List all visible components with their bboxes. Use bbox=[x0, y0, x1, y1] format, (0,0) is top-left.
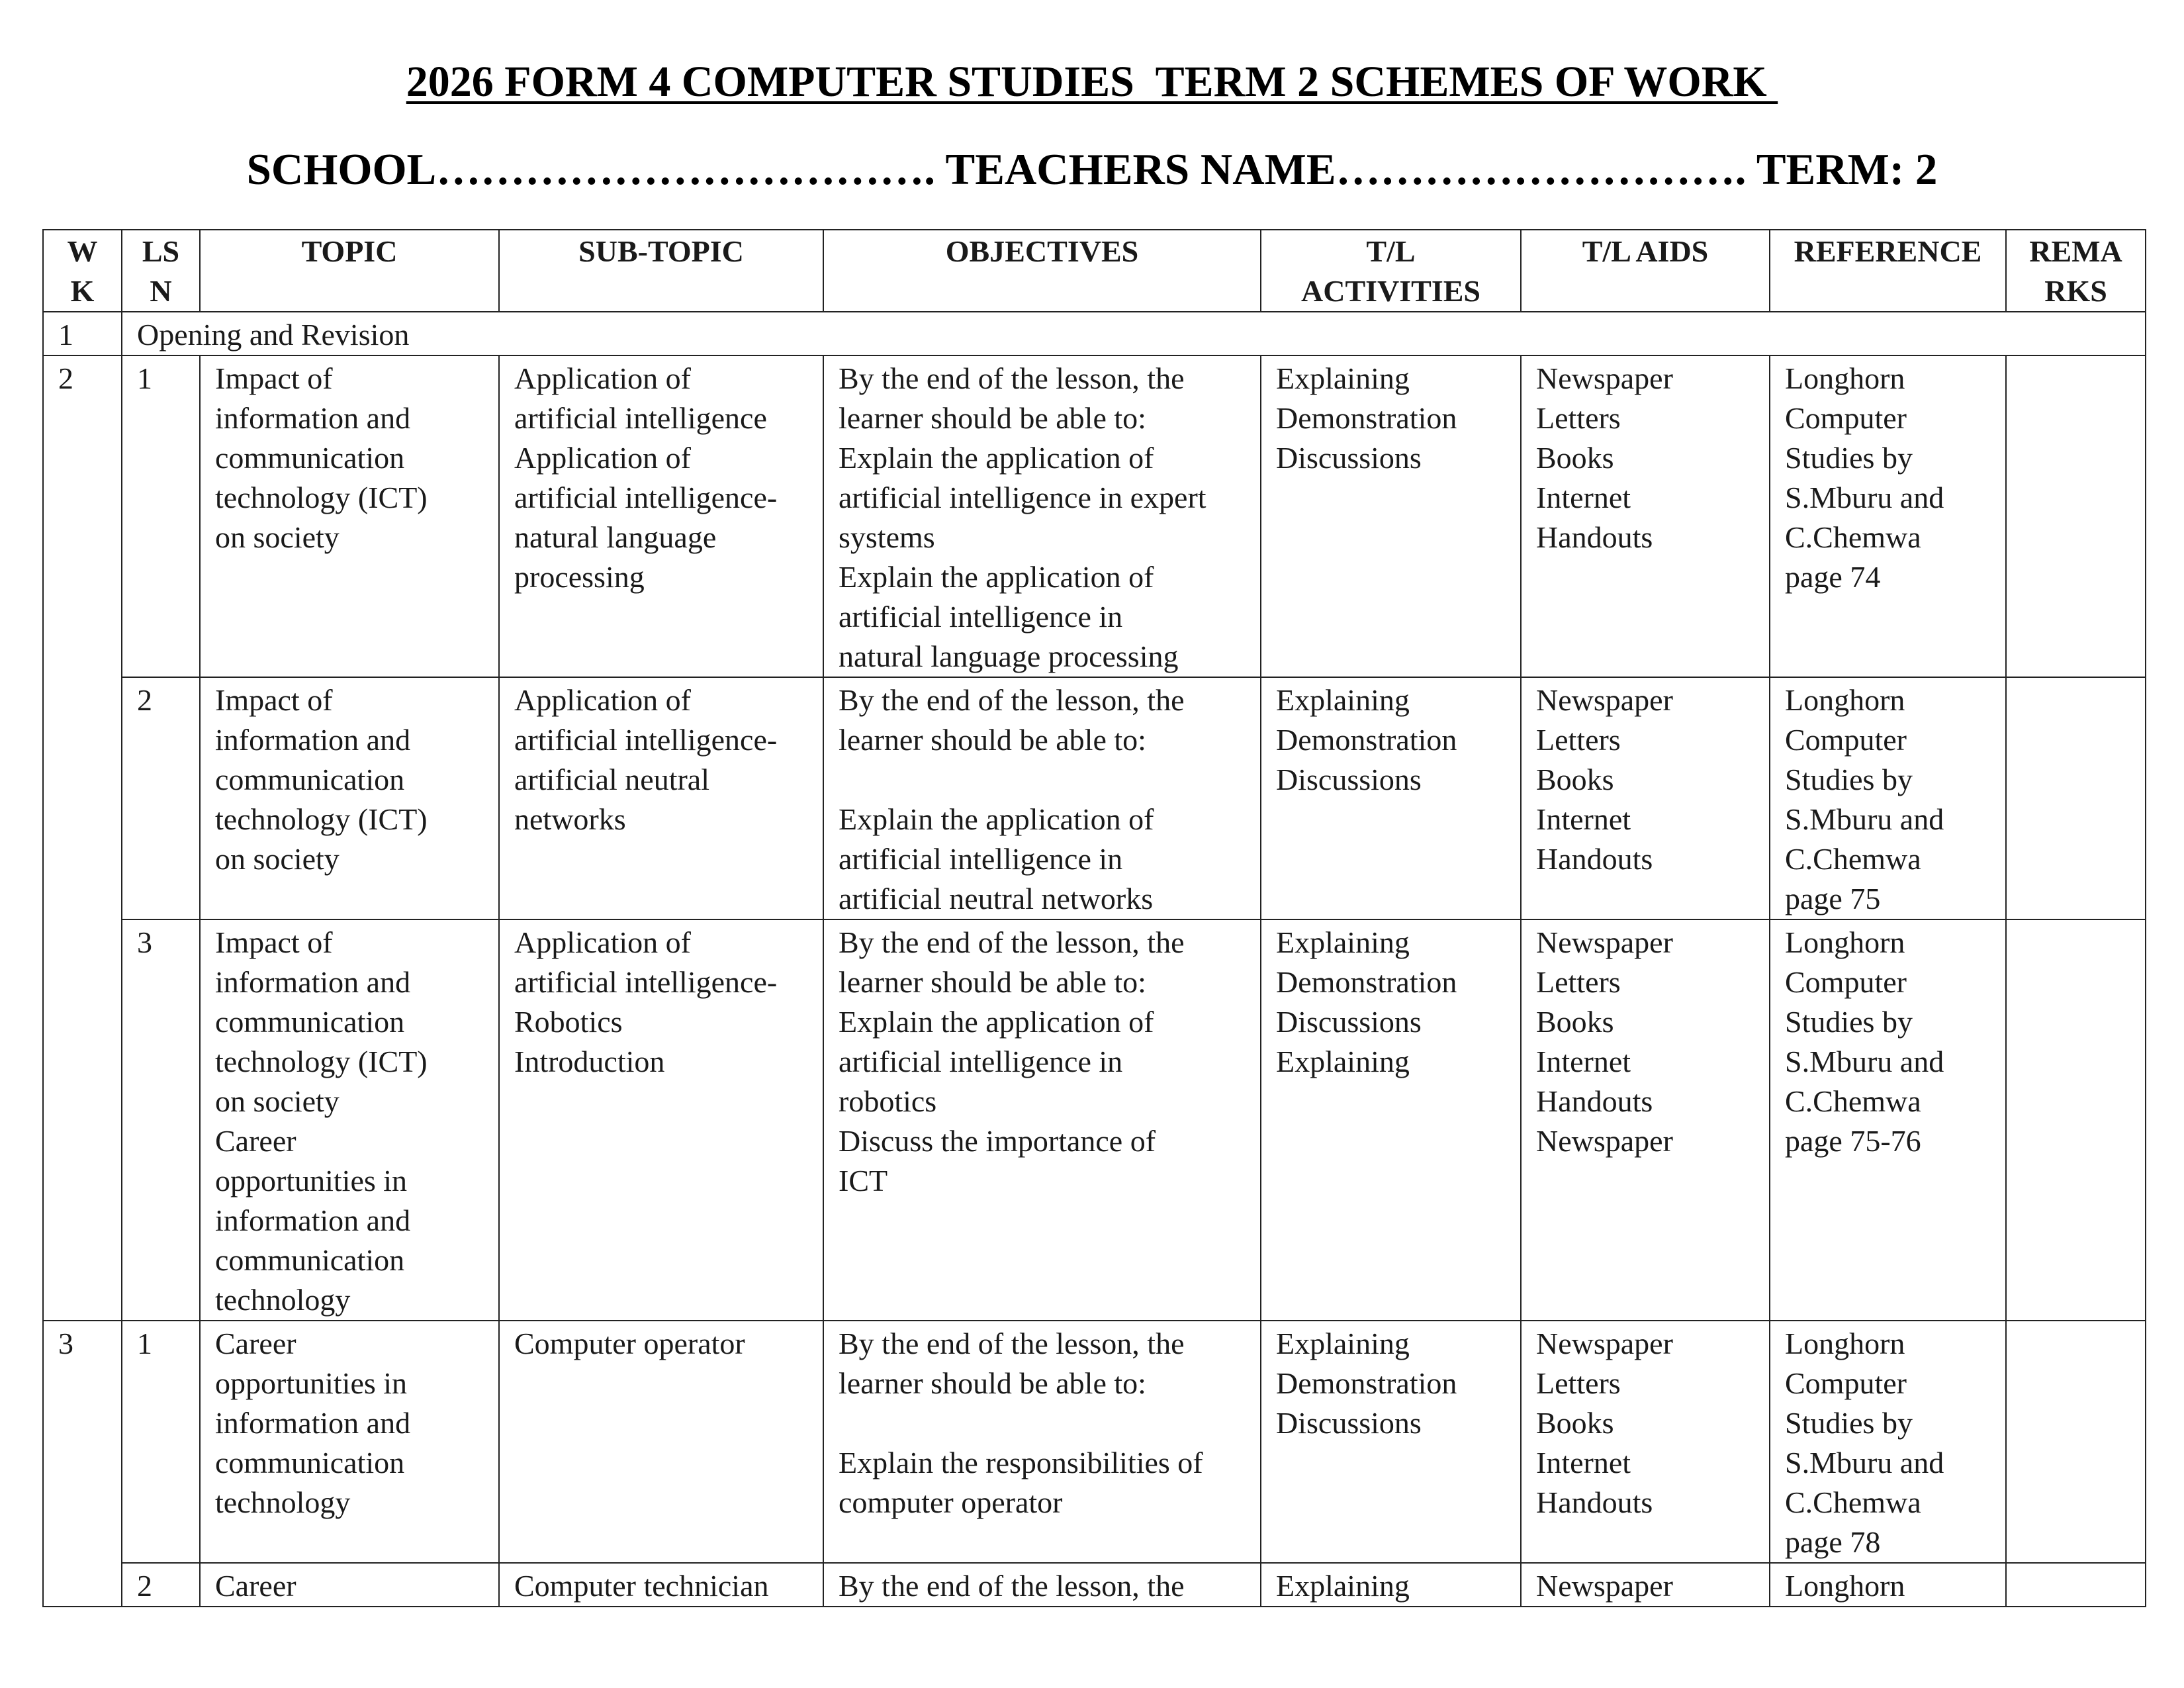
cell-line: Discussions bbox=[1276, 441, 1422, 475]
cell-line: technology bbox=[215, 1485, 351, 1519]
header-topic bbox=[200, 230, 499, 312]
cell-line: artificial intelligence bbox=[514, 401, 767, 435]
cell-line: artificial neutral networks bbox=[839, 882, 1154, 915]
cell-line: W bbox=[67, 234, 98, 268]
cell-line: RKS bbox=[2044, 274, 2107, 308]
cell-line: Studies by bbox=[1785, 1005, 1913, 1039]
cell-line: communication bbox=[215, 763, 405, 796]
objectives-cell bbox=[823, 355, 1261, 677]
cell-line: Impact of bbox=[215, 925, 333, 959]
cell-line: Handouts bbox=[1536, 842, 1653, 876]
cell-line: Longhorn bbox=[1785, 1569, 1905, 1603]
cell-line: Longhorn bbox=[1785, 683, 1905, 717]
document-title: 2026 FORM 4 COMPUTER STUDIES TERM 2 SCHEMES OF WORK bbox=[406, 58, 1778, 106]
cell-line: Demonstration bbox=[1276, 401, 1457, 435]
cell-line: REFERENCE bbox=[1794, 234, 1982, 268]
cell-line: LS bbox=[142, 234, 180, 268]
cell-line: ACTIVITIES bbox=[1301, 274, 1480, 308]
cell-line: natural language bbox=[514, 520, 717, 554]
cell-line: information and bbox=[215, 965, 411, 999]
cell-line: processing bbox=[514, 560, 645, 594]
cell-line: Impact of bbox=[215, 361, 333, 395]
cell-line: N bbox=[150, 274, 172, 308]
cell-line: C.Chemwa bbox=[1785, 520, 1921, 554]
cell-line: page 78 bbox=[1785, 1525, 1881, 1559]
remarks-cell bbox=[2006, 677, 2146, 919]
cell-line bbox=[839, 1403, 1246, 1443]
cell-line: C.Chemwa bbox=[1785, 1084, 1921, 1118]
cell-line: Explain the application of bbox=[839, 441, 1154, 475]
reference-cell bbox=[1770, 355, 2006, 677]
cell-line: natural language processing bbox=[839, 639, 1179, 673]
table-row bbox=[43, 1321, 2146, 1563]
scheme-table bbox=[42, 229, 2146, 1607]
cell-line: artificial intelligence- bbox=[514, 965, 778, 999]
cell-line: Career bbox=[215, 1327, 296, 1360]
cell-line: Introduction bbox=[514, 1045, 665, 1078]
topic-cell bbox=[200, 677, 499, 919]
cell-line: Application of bbox=[514, 441, 691, 475]
cell-line: Studies by bbox=[1785, 441, 1913, 475]
cell-line: C.Chemwa bbox=[1785, 842, 1921, 876]
cell-line: Demonstration bbox=[1276, 723, 1457, 757]
cell-line: artificial neutral bbox=[514, 763, 710, 796]
header-activities bbox=[1261, 230, 1521, 312]
cell-line: By the end of the lesson, the bbox=[839, 1327, 1185, 1360]
cell-line: Internet bbox=[1536, 1045, 1631, 1078]
cell-line: T/L bbox=[1366, 234, 1416, 268]
aids-cell bbox=[1521, 1563, 1770, 1607]
cell-line: SUB-TOPIC bbox=[578, 234, 744, 268]
cell-line: Explaining bbox=[1276, 1569, 1410, 1603]
table-row bbox=[43, 1563, 2146, 1607]
cell-line: Application of bbox=[514, 683, 691, 717]
cell-line: Handouts bbox=[1536, 520, 1653, 554]
subtopic-cell bbox=[499, 677, 823, 919]
cell-line: Career bbox=[215, 1569, 296, 1603]
cell-line: artificial intelligence- bbox=[514, 723, 778, 757]
cell-line: Explain the application of bbox=[839, 1005, 1154, 1039]
table-row bbox=[43, 355, 2146, 677]
cell-line: communication bbox=[215, 1446, 405, 1479]
remarks-cell bbox=[2006, 1563, 2146, 1607]
cell-line: communication bbox=[215, 1005, 405, 1039]
cell-line: learner should be able to: bbox=[839, 965, 1146, 999]
lesson-number: 2 bbox=[122, 1563, 200, 1607]
document-subtitle: SCHOOL……………………………. TEACHERS NAME………………………. TERM: 2 bbox=[246, 145, 1938, 194]
cell-line: Letters bbox=[1536, 965, 1621, 999]
cell-line: Studies by bbox=[1785, 763, 1913, 796]
aids-cell bbox=[1521, 919, 1770, 1321]
cell-line: systems bbox=[839, 520, 935, 554]
cell-line: information and bbox=[215, 1406, 411, 1440]
cell-line: Longhorn bbox=[1785, 361, 1905, 395]
cell-line: robotics bbox=[839, 1084, 937, 1118]
cell-line: Newspaper bbox=[1536, 1327, 1673, 1360]
opening-revision-cell: Opening and Revision bbox=[122, 312, 2146, 355]
cell-line: Handouts bbox=[1536, 1485, 1653, 1519]
cell-line: S.Mburu and bbox=[1785, 1446, 1944, 1479]
cell-line: Career bbox=[215, 1124, 296, 1158]
cell-line: Demonstration bbox=[1276, 1366, 1457, 1400]
objectives-cell bbox=[823, 1321, 1261, 1563]
activities-cell bbox=[1261, 355, 1521, 677]
activities-cell bbox=[1261, 1321, 1521, 1563]
cell-line: Books bbox=[1536, 1005, 1614, 1039]
cell-line: opportunities in bbox=[215, 1164, 408, 1197]
cell-line: information and bbox=[215, 1203, 411, 1237]
cell-line: By the end of the lesson, the bbox=[839, 1569, 1185, 1603]
cell-line: artificial intelligence in bbox=[839, 1045, 1123, 1078]
cell-line: By the end of the lesson, the bbox=[839, 683, 1185, 717]
cell-line: Computer bbox=[1785, 965, 1907, 999]
cell-line: on society bbox=[215, 520, 340, 554]
cell-line: Newspaper bbox=[1536, 925, 1673, 959]
table-row bbox=[43, 919, 2146, 1321]
cell-line: technology bbox=[215, 1283, 351, 1317]
cell-line: networks bbox=[514, 802, 626, 836]
cell-line: Explaining bbox=[1276, 361, 1410, 395]
table-row bbox=[43, 677, 2146, 919]
topic-cell bbox=[200, 919, 499, 1321]
topic-cell bbox=[200, 1563, 499, 1607]
cell-line: artificial intelligence in expert bbox=[839, 481, 1206, 514]
lesson-number: 3 bbox=[122, 919, 200, 1321]
cell-line: Demonstration bbox=[1276, 965, 1457, 999]
cell-line: Computer bbox=[1785, 401, 1907, 435]
subtopic-cell bbox=[499, 919, 823, 1321]
cell-line: T/L AIDS bbox=[1582, 234, 1709, 268]
cell-line: Discussions bbox=[1276, 1005, 1422, 1039]
cell-line: Computer bbox=[1785, 1366, 1907, 1400]
cell-line: TOPIC bbox=[301, 234, 398, 268]
header-wk bbox=[43, 230, 122, 312]
cell-line: opportunities in bbox=[215, 1366, 408, 1400]
cell-line: Newspaper bbox=[1536, 1569, 1673, 1603]
cell-line: Newspaper bbox=[1536, 361, 1673, 395]
header-objectives bbox=[823, 230, 1261, 312]
cell-line: Application of bbox=[514, 361, 691, 395]
remarks-cell bbox=[2006, 919, 2146, 1321]
objectives-cell bbox=[823, 1563, 1261, 1607]
lesson-number: 1 bbox=[122, 355, 200, 677]
cell-line: Application of bbox=[514, 925, 691, 959]
cell-line: S.Mburu and bbox=[1785, 481, 1944, 514]
cell-line: C.Chemwa bbox=[1785, 1485, 1921, 1519]
header-lsn bbox=[122, 230, 200, 312]
topic-cell bbox=[200, 355, 499, 677]
cell-line: page 74 bbox=[1785, 560, 1881, 594]
cell-line: Longhorn bbox=[1785, 1327, 1905, 1360]
cell-line: Books bbox=[1536, 441, 1614, 475]
remarks-cell bbox=[2006, 1321, 2146, 1563]
cell-line: on society bbox=[215, 842, 340, 876]
cell-line: Explain the responsibilities of bbox=[839, 1446, 1203, 1479]
cell-line: Explain the application of bbox=[839, 560, 1154, 594]
header-row bbox=[43, 230, 2146, 312]
activities-cell bbox=[1261, 1563, 1521, 1607]
cell-line: Discuss the importance of bbox=[839, 1124, 1156, 1158]
cell-line: communication bbox=[215, 1243, 405, 1277]
cell-line: learner should be able to: bbox=[839, 723, 1146, 757]
cell-line: By the end of the lesson, the bbox=[839, 361, 1185, 395]
reference-cell bbox=[1770, 1321, 2006, 1563]
cell-line: Computer operator bbox=[514, 1327, 745, 1360]
cell-line: artificial intelligence in bbox=[839, 600, 1123, 633]
cell-line: on society bbox=[215, 1084, 340, 1118]
remarks-cell bbox=[2006, 355, 2146, 677]
cell-line: Handouts bbox=[1536, 1084, 1653, 1118]
week-number: 1 bbox=[43, 312, 122, 355]
cell-line: Letters bbox=[1536, 401, 1621, 435]
activities-cell bbox=[1261, 677, 1521, 919]
cell-line: OBJECTIVES bbox=[945, 234, 1139, 268]
cell-line: S.Mburu and bbox=[1785, 802, 1944, 836]
topic-cell bbox=[200, 1321, 499, 1563]
cell-line bbox=[839, 760, 1246, 800]
cell-line: learner should be able to: bbox=[839, 401, 1146, 435]
cell-line: page 75 bbox=[1785, 882, 1881, 915]
table-row bbox=[43, 312, 2146, 355]
cell-line: Newspaper bbox=[1536, 1124, 1673, 1158]
cell-line: Studies by bbox=[1785, 1406, 1913, 1440]
aids-cell bbox=[1521, 1321, 1770, 1563]
header-remarks bbox=[2006, 230, 2146, 312]
subtopic-cell bbox=[499, 1563, 823, 1607]
cell-line: Books bbox=[1536, 1406, 1614, 1440]
cell-line: S.Mburu and bbox=[1785, 1045, 1944, 1078]
week-number: 3 bbox=[43, 1321, 122, 1607]
aids-cell bbox=[1521, 677, 1770, 919]
cell-line: REMA bbox=[2029, 234, 2122, 268]
cell-line: Discussions bbox=[1276, 763, 1422, 796]
cell-line: Books bbox=[1536, 763, 1614, 796]
cell-line: Explaining bbox=[1276, 925, 1410, 959]
cell-line: learner should be able to: bbox=[839, 1366, 1146, 1400]
subtopic-cell bbox=[499, 1321, 823, 1563]
cell-line: page 75-76 bbox=[1785, 1124, 1921, 1158]
cell-line: Explaining bbox=[1276, 683, 1410, 717]
cell-line: Internet bbox=[1536, 1446, 1631, 1479]
cell-line: ICT bbox=[839, 1164, 888, 1197]
cell-line: technology (ICT) bbox=[215, 802, 428, 836]
objectives-cell bbox=[823, 919, 1261, 1321]
header-aids bbox=[1521, 230, 1770, 312]
reference-cell bbox=[1770, 919, 2006, 1321]
cell-line: artificial intelligence in bbox=[839, 842, 1123, 876]
cell-line: Computer technician bbox=[514, 1569, 769, 1603]
week-number: 2 bbox=[43, 355, 122, 1321]
cell-line: artificial intelligence- bbox=[514, 481, 778, 514]
cell-line: Letters bbox=[1536, 1366, 1621, 1400]
cell-line: communication bbox=[215, 441, 405, 475]
lesson-number: 2 bbox=[122, 677, 200, 919]
cell-line: Impact of bbox=[215, 683, 333, 717]
cell-line: Explaining bbox=[1276, 1045, 1410, 1078]
objectives-cell bbox=[823, 677, 1261, 919]
cell-line: technology (ICT) bbox=[215, 1045, 428, 1078]
cell-line: Internet bbox=[1536, 802, 1631, 836]
cell-line: K bbox=[70, 274, 95, 308]
aids-cell bbox=[1521, 355, 1770, 677]
cell-line: Explain the application of bbox=[839, 802, 1154, 836]
cell-line: By the end of the lesson, the bbox=[839, 925, 1185, 959]
cell-line: Letters bbox=[1536, 723, 1621, 757]
header-reference bbox=[1770, 230, 2006, 312]
cell-line: Newspaper bbox=[1536, 683, 1673, 717]
header-subtopic bbox=[499, 230, 823, 312]
cell-line: technology (ICT) bbox=[215, 481, 428, 514]
cell-line: Longhorn bbox=[1785, 925, 1905, 959]
cell-line: computer operator bbox=[839, 1485, 1063, 1519]
activities-cell bbox=[1261, 919, 1521, 1321]
cell-line: information and bbox=[215, 401, 411, 435]
cell-line: information and bbox=[215, 723, 411, 757]
cell-line: Explaining bbox=[1276, 1327, 1410, 1360]
reference-cell bbox=[1770, 1563, 2006, 1607]
cell-line: Robotics bbox=[514, 1005, 623, 1039]
reference-cell bbox=[1770, 677, 2006, 919]
subtopic-cell bbox=[499, 355, 823, 677]
cell-line: Computer bbox=[1785, 723, 1907, 757]
cell-line: Discussions bbox=[1276, 1406, 1422, 1440]
cell-line: Internet bbox=[1536, 481, 1631, 514]
lesson-number: 1 bbox=[122, 1321, 200, 1563]
